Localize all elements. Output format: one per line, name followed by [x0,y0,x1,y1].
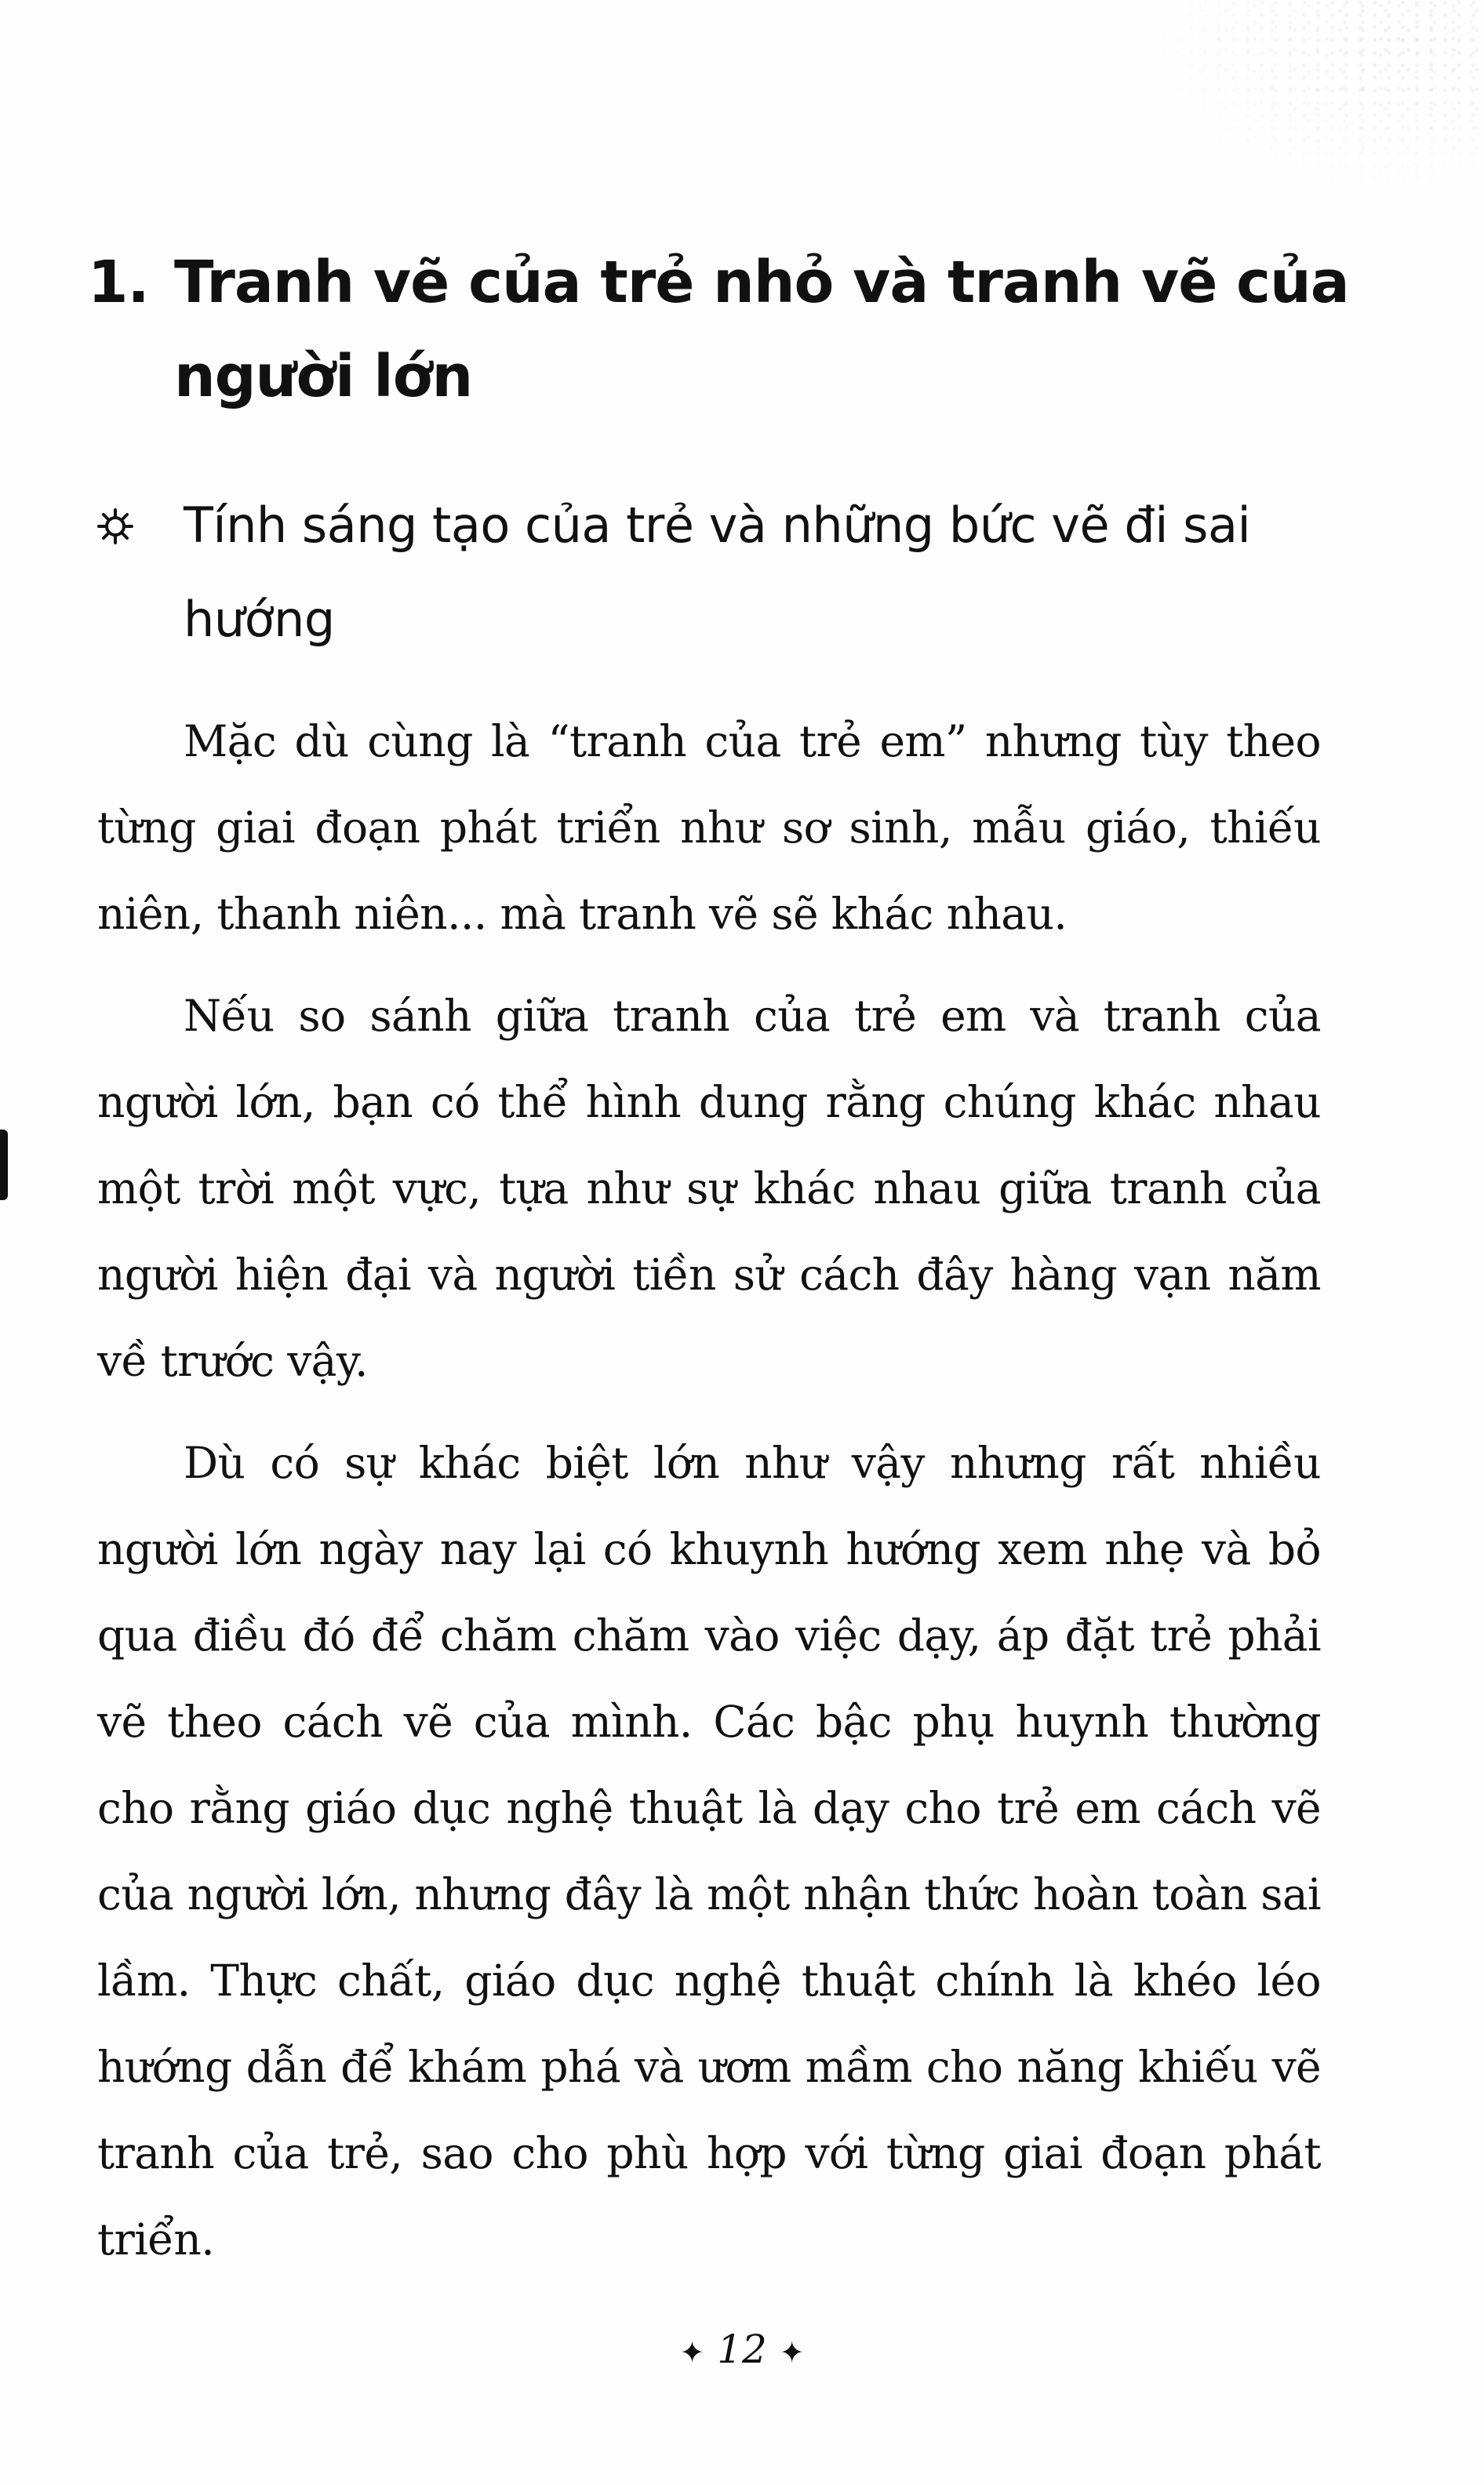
body-text [97,698,1321,2298]
star-ornament-icon: ✦ [779,2335,805,2370]
page-number: 12 [717,2327,767,2372]
subsection-heading [97,478,1368,667]
subsection-title: Tính sáng tạo của trẻ và những bức vẽ đi sai hướng [184,497,1251,648]
star-ornament-icon: ✦ [679,2335,705,2370]
print-speckle-texture [1139,0,1484,204]
flower-outline-icon [97,508,133,544]
page-footer [0,2322,1484,2380]
page-edge-mark [0,1130,8,1200]
paragraph: Nếu so sánh giữa tranh của trẻ em và tranh của người lớn, bạn có thể hình dung rằng chúng khác nhau một trời một vực, tựa như sự khác nhau giữa tranh của người hiện đại và người tiền sử cách đây hàng vạn năm về trước vậy. [97,991,1321,1386]
paragraph: Mặc dù cùng là “tranh của trẻ em” nhưng tùy theo từng giai đoạn phát triển như sơ sinh, mẫu giáo, thiếu niên, thanh niên... mà tranh vẽ sẽ khác nhau. [97,716,1321,939]
section-number: 1. [88,249,149,316]
section-title: Tranh vẽ của trẻ nhỏ và tranh vẽ của người lớn [174,249,1349,410]
paragraph: Dù có sự khác biệt lớn như vậy nhưng rất nhiều người lớn ngày nay lại có khuynh hướng xem nhẹ và bỏ qua điều đó để chăm chăm vào việc dạy, áp đặt trẻ phải vẽ theo cách vẽ của mình. Các bậc phụ huynh thường cho rằng giáo dục nghệ thuật là dạy cho trẻ em cách vẽ của người lớn, nhưng đây là một nhận thức hoàn toàn sai lầm. Thực chất, giáo dục nghệ thuật chính là khéo léo hướng dẫn để khám phá và ươm mầm cho năng khiếu vẽ tranh của trẻ, sao cho phù hợp với từng giai đoạn phát triển. [97,1438,1321,2265]
section-heading [88,235,1359,424]
